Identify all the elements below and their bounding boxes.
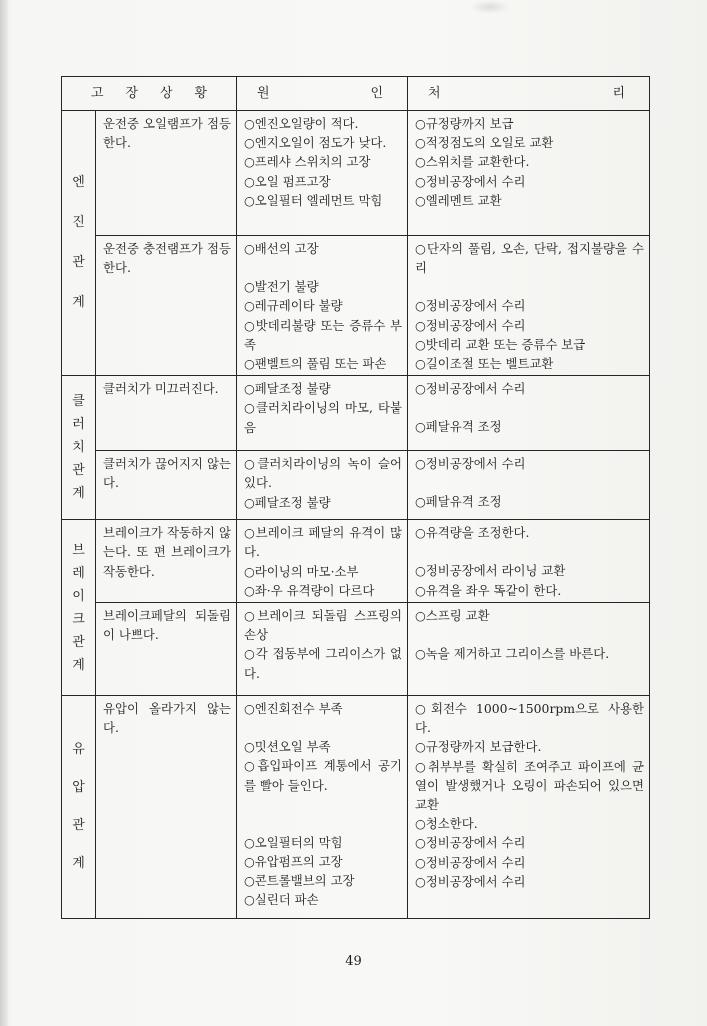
remedy-item: ○유격량을 조정한다. [415, 525, 530, 541]
situation-text: 브레이크가 작동하지 않는다. 또 편 브레이크가 작동한다. [103, 525, 231, 579]
spacer [244, 258, 402, 277]
remedy-item: ○정비공장에서 수리 [415, 298, 526, 314]
header-remedy: 처 리 [408, 77, 650, 111]
table-row [62, 696, 650, 919]
spacer [415, 473, 644, 492]
remedy-item: ○정비공장에서 수리 [415, 381, 526, 397]
spacer [244, 795, 402, 814]
situation-text: 클러치가 미끄러진다. [103, 381, 219, 397]
category-char: 관 [72, 255, 85, 271]
table-row [62, 520, 650, 603]
remedy-cell [408, 236, 650, 376]
category-char: 계 [72, 856, 85, 872]
table-row [62, 376, 650, 451]
situation-text: 브레이크페달의 되돌림이 나쁘다. [103, 608, 231, 643]
situation-cell [96, 111, 237, 236]
remedy-item: ○청소한다. [415, 816, 478, 832]
spacer [415, 625, 644, 644]
header-situation: 고 장 상 황 [62, 77, 237, 111]
situation-text: 운전중 오일램프가 점등한다. [103, 116, 231, 151]
cause-item: ○밋션오일 부족 [244, 739, 331, 755]
remedy-cell [408, 520, 650, 603]
cause-cell [237, 520, 408, 603]
category-char: 계 [72, 295, 85, 311]
remedy-item: ○스프링 교환 [415, 608, 490, 624]
remedy-item: ○정비공장에서 라이닝 교환 [415, 563, 566, 579]
remedy-item: ○페달유격 조정 [415, 419, 502, 435]
remedy-item: ○길이조절 또는 벨트교환 [415, 356, 554, 372]
situation-text: 운전중 충전램프가 점등한다. [103, 241, 231, 276]
cause-cell [237, 696, 408, 919]
remedy-cell [408, 376, 650, 451]
cause-item: ○밧데리불량 또는 증류수 부족 [244, 317, 402, 352]
category-char: 진 [72, 215, 85, 231]
remedy-item: ○규정량까지 보급한다. [415, 739, 542, 755]
page-number: 49 [345, 954, 362, 969]
cause-item: ○프레샤 스위치의 고장 [244, 154, 371, 170]
cause-item: ○좌·우 유격량이 다르다 [244, 582, 375, 598]
cause-cell [237, 603, 408, 696]
situation-cell [96, 520, 237, 603]
category-char: 크 [72, 611, 85, 627]
remedy-item: ○규정량까지 보급 [415, 116, 514, 131]
cause-item: ○오일필터 엘레먼트 막힘 [244, 192, 383, 208]
category-char: 관 [72, 818, 85, 834]
situation-text: 유압이 올라가지 않는다. [103, 701, 231, 736]
category-char: 엔 [72, 175, 85, 191]
situation-cell [96, 376, 237, 451]
remedy-item: ○녹을 제거하고 그리이스를 바른다. [415, 646, 610, 662]
remedy-item: ○정비공장에서 수리 [415, 873, 526, 889]
cause-item: ○클러치라이닝의 마모, 타붙음 [244, 400, 402, 435]
spacer [415, 542, 644, 561]
remedy-item: ○엘레멘트 교환 [415, 192, 502, 208]
category-char: 클 [72, 394, 85, 410]
cause-item: ○라이닝의 마모·소부 [244, 563, 359, 579]
remedy-cell [408, 111, 650, 236]
cause-item: ○오일 펌프고장 [244, 173, 331, 189]
remedy-item: ○정비공장에서 수리 [415, 854, 526, 870]
remedy-item: ○밧데리 교환 또는 증류수 보급 [415, 336, 586, 352]
category-char: 치 [72, 440, 85, 456]
remedy-cell [408, 451, 650, 520]
category-char: 관 [72, 463, 85, 479]
category-cell [62, 111, 96, 376]
table-row [62, 236, 650, 376]
category-cell [62, 376, 96, 520]
category-char: 브 [72, 542, 85, 558]
cause-item: ○팬벨트의 풀림 또는 파손 [244, 356, 387, 372]
remedy-item: ○단자의 풀림, 오손, 단락, 접지불량을 수리 [415, 241, 644, 276]
situation-text: 클러치가 끊어지지 않는다. [103, 456, 231, 491]
scan-spine-shadow [0, 0, 8, 1026]
remedy-cell [408, 696, 650, 919]
spacer [244, 814, 402, 833]
remedy-item: ○회전수 1000~1500rpm으로 사용한다. [415, 701, 644, 736]
category-char: 관 [72, 634, 85, 650]
cause-item: ○클러치라이닝의 녹이 슬어 있다. [244, 456, 402, 491]
category-char: 러 [72, 417, 85, 433]
spacer [244, 718, 402, 737]
situation-cell [96, 451, 237, 520]
situation-cell [96, 603, 237, 696]
cause-item: ○엔진회전수 부족 [244, 701, 343, 717]
category-cell [62, 520, 96, 696]
table-row [62, 451, 650, 520]
remedy-item: ○취부부를 확실히 조여주고 파이프에 균열이 발생했거나 오링이 파손되어 있으면 교환 [415, 758, 644, 813]
remedy-item: ○유격을 좌우 똑같이 한다. [415, 582, 562, 598]
category-char: 레 [72, 565, 85, 581]
remedy-cell [408, 603, 650, 696]
header-cause: 원 인 [237, 77, 408, 111]
scan-smudge [470, 0, 510, 14]
category-char: 계 [72, 486, 85, 502]
remedy-item: ○스위치를 교환한다. [415, 154, 530, 170]
cause-item: ○배선의 고장 [244, 241, 319, 256]
cause-cell [237, 111, 408, 236]
spacer [415, 277, 644, 296]
situation-cell [96, 236, 237, 376]
cause-item: ○유압펌프의 고장 [244, 854, 343, 870]
situation-cell [96, 696, 237, 919]
cause-cell [237, 236, 408, 376]
cause-item: ○레규레이타 불량 [244, 298, 343, 314]
table-header-row [62, 77, 650, 111]
remedy-item: ○정비공장에서 수리 [415, 317, 526, 333]
category-char: 이 [72, 588, 85, 604]
category-char: 계 [72, 657, 85, 673]
remedy-item: ○페달유격 조정 [415, 494, 502, 510]
cause-item: ○흡입파이프 계통에서 공기를 빨아 들인다. [244, 758, 402, 793]
table-row [62, 603, 650, 696]
cause-item: ○엔진오일량이 적다. [244, 116, 359, 131]
category-cell [62, 696, 96, 919]
cause-item: ○페달조정 불량 [244, 381, 331, 397]
category-char: 압 [72, 780, 85, 796]
table-row [62, 111, 650, 236]
cause-item: ○페달조정 불량 [244, 494, 331, 510]
cause-item: ○엔지오일이 점도가 낮다. [244, 135, 387, 151]
remedy-item: ○적정점도의 오일로 교환 [415, 135, 554, 151]
category-char: 유 [72, 742, 85, 758]
troubleshooting-table [61, 76, 650, 919]
cause-item: ○브레이크 페달의 유격이 많다. [244, 525, 402, 560]
remedy-item: ○정비공장에서 수리 [415, 456, 526, 472]
cause-item: ○브레이크 되돌림 스프링의 손상 [244, 608, 402, 643]
cause-item: ○실린더 파손 [244, 892, 319, 908]
remedy-item: ○정비공장에서 수리 [415, 835, 526, 851]
cause-cell [237, 451, 408, 520]
cause-item: ○각 접동부에 그리이스가 없다. [244, 646, 402, 681]
spacer [415, 398, 644, 417]
cause-cell [237, 376, 408, 451]
cause-item: ○오일필터의 막힘 [244, 834, 343, 850]
remedy-item: ○정비공장에서 수리 [415, 173, 526, 189]
cause-item: ○발전기 불량 [244, 279, 319, 295]
cause-item: ○콘트롤밸브의 고장 [244, 873, 355, 889]
